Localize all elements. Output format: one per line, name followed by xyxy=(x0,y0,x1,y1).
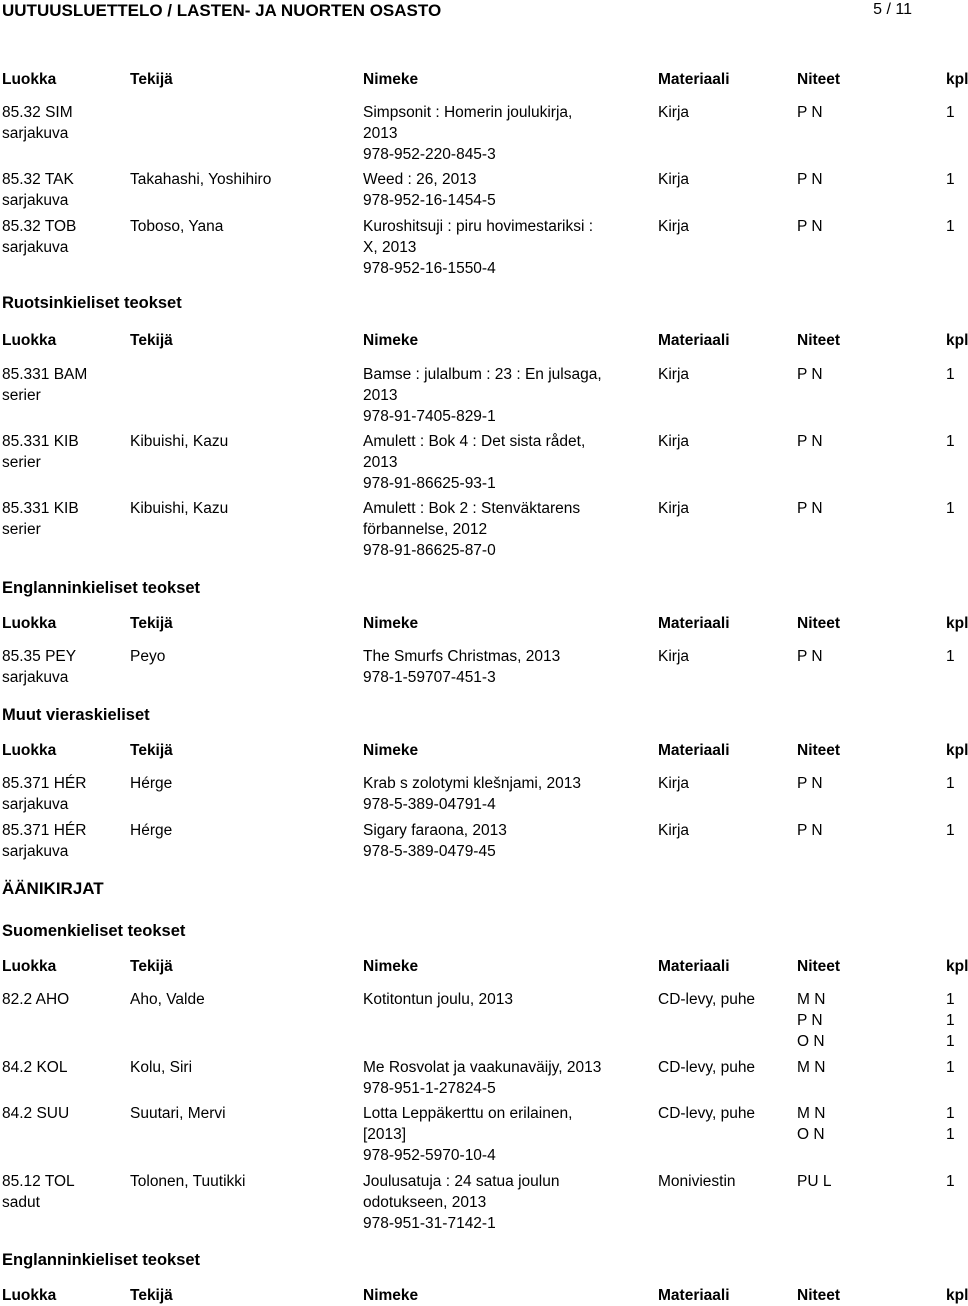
title: The Smurfs Christmas, 2013 xyxy=(363,648,561,665)
material: Kirja xyxy=(658,648,690,665)
copies-code: P N xyxy=(797,218,823,235)
author: Aho, Valde xyxy=(130,991,205,1008)
copies-code: P N xyxy=(797,822,823,839)
copies-code: P N xyxy=(797,1012,823,1029)
count: 1 xyxy=(946,433,955,450)
title: Bamse : julalbum : 23 : En julsaga, xyxy=(363,366,602,383)
material: Kirja xyxy=(658,366,690,383)
count: 1 xyxy=(946,171,955,188)
author: Peyo xyxy=(130,648,166,665)
material: Kirja xyxy=(658,218,690,235)
title: 978-952-16-1454-5 xyxy=(363,192,496,209)
class-code: serier xyxy=(2,521,41,538)
column-header-materiaali: Materiaali xyxy=(658,742,730,759)
column-header-tekija: Tekijä xyxy=(130,958,173,975)
title: 978-952-16-1550-4 xyxy=(363,260,496,277)
count: 1 xyxy=(946,991,955,1008)
column-header-materiaali: Materiaali xyxy=(658,71,730,88)
title: 978-951-31-7142-1 xyxy=(363,1215,496,1232)
column-header-nimeke: Nimeke xyxy=(363,1287,419,1304)
count: 1 xyxy=(946,648,955,665)
title: Kuroshitsuji : piru hovimestariksi : xyxy=(363,218,593,235)
copies-code: PU L xyxy=(797,1173,832,1190)
count: 1 xyxy=(946,500,955,517)
class-code: sarjakuva xyxy=(2,125,69,142)
count: 1 xyxy=(946,218,955,235)
major-section-heading: ÄÄNIKIRJAT xyxy=(2,879,104,898)
class-code: sadut xyxy=(2,1194,40,1211)
author: Takahashi, Yoshihiro xyxy=(130,171,272,188)
author: Toboso, Yana xyxy=(130,218,224,235)
copies-code: O N xyxy=(797,1126,825,1143)
column-header-niteet: Niteet xyxy=(797,742,841,759)
section-heading: Suomenkieliset teokset xyxy=(2,922,186,940)
title: 978-91-7405-829-1 xyxy=(363,408,496,425)
title: 2013 xyxy=(363,454,398,471)
column-header-kpl: kpl xyxy=(946,958,968,975)
column-header-tekija: Tekijä xyxy=(130,71,173,88)
title: Krab s zolotymi klešnjami, 2013 xyxy=(363,775,581,792)
title: 978-952-5970-10-4 xyxy=(363,1147,496,1164)
class-code: 84.2 KOL xyxy=(2,1059,68,1076)
title: 978-5-389-04791-4 xyxy=(363,796,496,813)
copies-code: P N xyxy=(797,648,823,665)
count: 1 xyxy=(946,775,955,792)
title: 978-952-220-845-3 xyxy=(363,146,496,163)
column-header-niteet: Niteet xyxy=(797,332,841,349)
title: Sigary faraona, 2013 xyxy=(363,822,507,839)
copies-code: P N xyxy=(797,104,823,121)
title: förbannelse, 2012 xyxy=(363,521,488,538)
title: Weed : 26, 2013 xyxy=(363,171,477,188)
title: 978-951-1-27824-5 xyxy=(363,1080,496,1097)
title: Kotitontun joulu, 2013 xyxy=(363,991,513,1008)
title: [2013] xyxy=(363,1126,407,1143)
copies-code: P N xyxy=(797,775,823,792)
class-code: 85.32 TAK xyxy=(2,171,74,188)
column-header-niteet: Niteet xyxy=(797,958,841,975)
column-header-luokka: Luokka xyxy=(2,332,57,349)
section-heading: Ruotsinkieliset teokset xyxy=(2,294,182,312)
title: Simpsonit : Homerin joulukirja, xyxy=(363,104,573,121)
material: CD-levy, puhe xyxy=(658,1105,756,1122)
title: Me Rosvolat ja vaakunaväijy, 2013 xyxy=(363,1059,602,1076)
material: Kirja xyxy=(658,822,690,839)
column-header-materiaali: Materiaali xyxy=(658,615,730,632)
column-header-tekija: Tekijä xyxy=(130,332,173,349)
author: Tolonen, Tuutikki xyxy=(130,1173,246,1190)
class-code: serier xyxy=(2,454,41,471)
column-header-kpl: kpl xyxy=(946,332,968,349)
column-header-niteet: Niteet xyxy=(797,615,841,632)
author: Hérge xyxy=(130,822,173,839)
count: 1 xyxy=(946,104,955,121)
column-header-kpl: kpl xyxy=(946,1287,968,1304)
author: Kibuishi, Kazu xyxy=(130,433,229,450)
material: Kirja xyxy=(658,171,690,188)
column-header-nimeke: Nimeke xyxy=(363,71,419,88)
copies-code: O N xyxy=(797,1033,825,1050)
author: Kibuishi, Kazu xyxy=(130,500,229,517)
column-header-nimeke: Nimeke xyxy=(363,958,419,975)
title: 2013 xyxy=(363,125,398,142)
material: Moniviestin xyxy=(658,1173,736,1190)
column-header-luokka: Luokka xyxy=(2,71,57,88)
copies-code: M N xyxy=(797,1105,826,1122)
title: 2013 xyxy=(363,387,398,404)
class-code: sarjakuva xyxy=(2,192,69,209)
page-header xyxy=(0,1,960,23)
class-code: 85.32 SIM xyxy=(2,104,73,121)
count: 1 xyxy=(946,1012,955,1029)
title: Lotta Leppäkerttu on erilainen, xyxy=(363,1105,573,1122)
title: Amulett : Bok 4 : Det sista rådet, xyxy=(363,433,586,450)
material: Kirja xyxy=(658,500,690,517)
class-code: 85.331 KIB xyxy=(2,433,79,450)
class-code: 85.331 BAM xyxy=(2,366,88,383)
column-header-materiaali: Materiaali xyxy=(658,958,730,975)
copies-code: P N xyxy=(797,433,823,450)
class-code: sarjakuva xyxy=(2,669,69,686)
title: 978-1-59707-451-3 xyxy=(363,669,496,686)
column-header-luokka: Luokka xyxy=(2,1287,57,1304)
column-header-kpl: kpl xyxy=(946,71,968,88)
title: X, 2013 xyxy=(363,239,417,256)
column-header-nimeke: Nimeke xyxy=(363,332,419,349)
class-code: 85.371 HÉR xyxy=(2,822,87,839)
material: Kirja xyxy=(658,104,690,121)
title: odotukseen, 2013 xyxy=(363,1194,487,1211)
column-header-materiaali: Materiaali xyxy=(658,1287,730,1304)
count: 1 xyxy=(946,1126,955,1143)
material: Kirja xyxy=(658,433,690,450)
material: CD-levy, puhe xyxy=(658,991,756,1008)
class-code: 85.12 TOL xyxy=(2,1173,75,1190)
class-code: serier xyxy=(2,387,41,404)
class-code: 84.2 SUU xyxy=(2,1105,70,1122)
column-header-nimeke: Nimeke xyxy=(363,615,419,632)
title: Joulusatuja : 24 satua joulun xyxy=(363,1173,560,1190)
column-header-luokka: Luokka xyxy=(2,958,57,975)
class-code: 82.2 AHO xyxy=(2,991,70,1008)
column-header-nimeke: Nimeke xyxy=(363,742,419,759)
class-code: 85.331 KIB xyxy=(2,500,79,517)
title: 978-91-86625-87-0 xyxy=(363,542,496,559)
count: 1 xyxy=(946,822,955,839)
section-heading: Muut vieraskieliset xyxy=(2,706,150,724)
class-code: 85.32 TOB xyxy=(2,218,77,235)
copies-code: M N xyxy=(797,991,826,1008)
title: 978-91-86625-93-1 xyxy=(363,475,496,492)
class-code: sarjakuva xyxy=(2,239,69,256)
copies-code: P N xyxy=(797,366,823,383)
count: 1 xyxy=(946,366,955,383)
column-header-niteet: Niteet xyxy=(797,71,841,88)
column-header-tekija: Tekijä xyxy=(130,742,173,759)
copies-code: P N xyxy=(797,500,823,517)
page-number: 5 / 11 xyxy=(873,1,912,18)
column-header-luokka: Luokka xyxy=(2,742,57,759)
column-header-kpl: kpl xyxy=(946,742,968,759)
count: 1 xyxy=(946,1059,955,1076)
column-header-kpl: kpl xyxy=(946,615,968,632)
title: 978-5-389-0479-45 xyxy=(363,843,496,860)
count: 1 xyxy=(946,1173,955,1190)
material: Kirja xyxy=(658,775,690,792)
section-heading: Englanninkieliset teokset xyxy=(2,1251,201,1269)
copies-code: M N xyxy=(797,1059,826,1076)
count: 1 xyxy=(946,1033,955,1050)
column-header-niteet: Niteet xyxy=(797,1287,841,1304)
copies-code: P N xyxy=(797,171,823,188)
count: 1 xyxy=(946,1105,955,1122)
class-code: 85.35 PEY xyxy=(2,648,77,665)
column-header-materiaali: Materiaali xyxy=(658,332,730,349)
section-heading: Englanninkieliset teokset xyxy=(2,579,201,597)
author: Kolu, Siri xyxy=(130,1059,193,1076)
column-header-luokka: Luokka xyxy=(2,615,57,632)
title: Amulett : Bok 2 : Stenväktarens xyxy=(363,500,581,517)
material: CD-levy, puhe xyxy=(658,1059,756,1076)
author: Suutari, Mervi xyxy=(130,1105,226,1122)
author: Hérge xyxy=(130,775,173,792)
page-title: UUTUUSLUETTELO / LASTEN- JA NUORTEN OSASTO xyxy=(2,1,442,20)
class-code: sarjakuva xyxy=(2,843,69,860)
column-header-tekija: Tekijä xyxy=(130,615,173,632)
column-header-tekija: Tekijä xyxy=(130,1287,173,1304)
class-code: 85.371 HÉR xyxy=(2,775,87,792)
class-code: sarjakuva xyxy=(2,796,69,813)
